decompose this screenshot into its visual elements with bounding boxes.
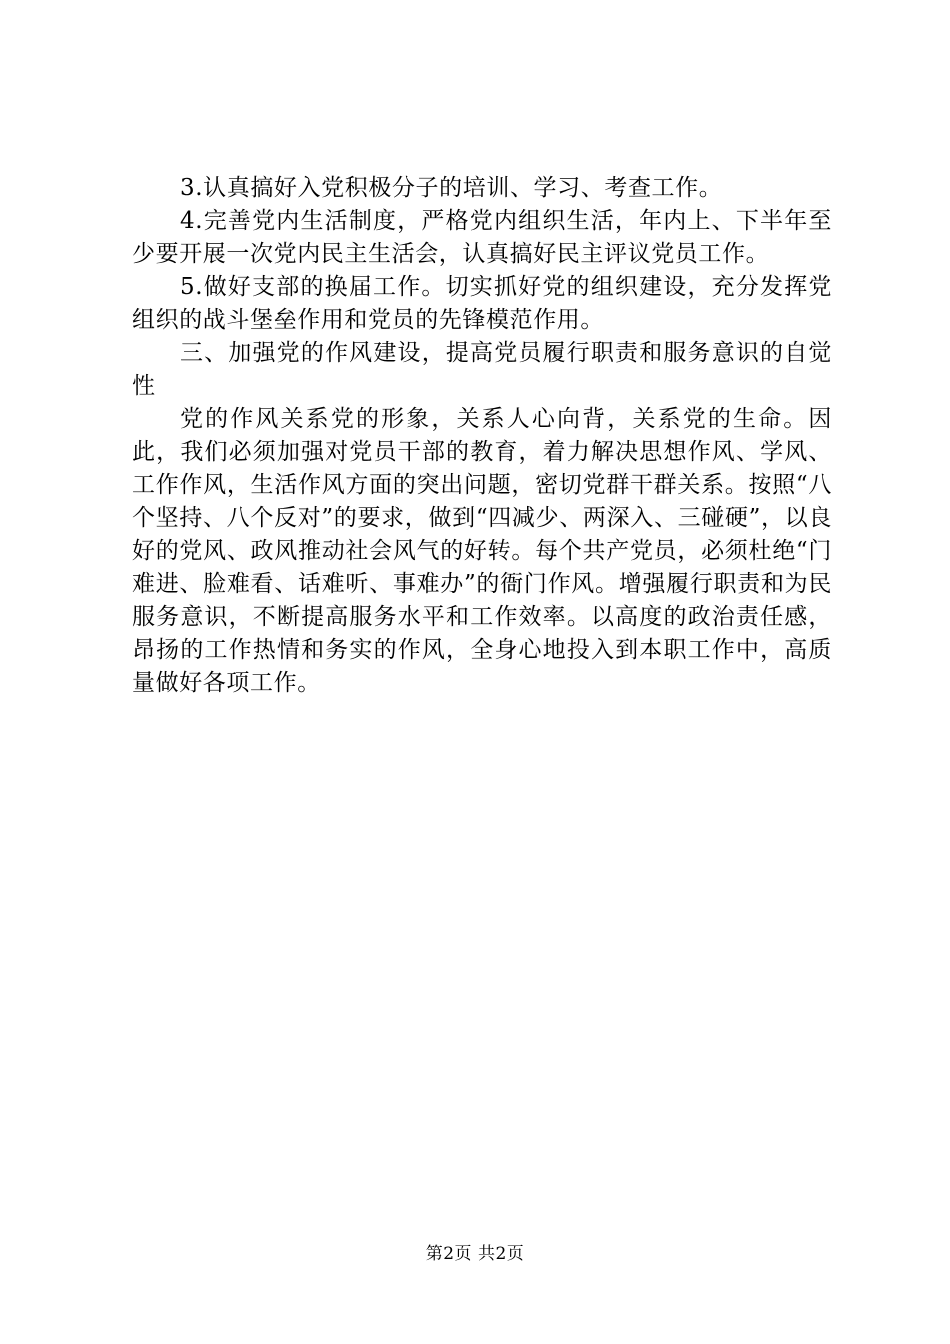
document-body xyxy=(132,172,832,700)
paragraph-item-3: 3.认真搞好入党积极分子的培训、学习、考查工作。 xyxy=(180,175,723,201)
section-heading-3: 三、加强党的作风建设，提高党员履行职责和服务意识的自觉性 xyxy=(132,340,832,399)
paragraph-item-5: 5.做好支部的换届工作。切实抓好党的组织建设，充分发挥党组织的战斗堡垒作用和党员的先锋模范作用。 xyxy=(132,274,832,333)
page-footer: 第2页 共2页 xyxy=(425,1244,525,1264)
paragraph-item-4: 4.完善党内生活制度，严格党内组织生活，年内上、下半年至少要开展一次党内民主生活会，认真搞好民主评议党员工作。 xyxy=(132,208,832,267)
paragraph-body: 党的作风关系党的形象，关系人心向背，关系党的生命。因此，我们必须加强对党员干部的教育，着力解决思想作风、学风、工作作风，生活作风方面的突出问题，密切党群干群关系。按照“八个坚持、八个反对”的要求，做到“四减少、两深入、三碰硬”，以良好的党风、政风推动社会风气的好转。每个共产党员，必须杜绝“门难进、脸难看、话难听、事难办”的衙门作风。增强履行职责和为民服务意识，不断提高服务水平和工作效率。以高度的政治责任感，昂扬的工作热情和务实的作风，全身心地投入到本职工作中，高质量做好各项工作。 xyxy=(132,406,832,696)
